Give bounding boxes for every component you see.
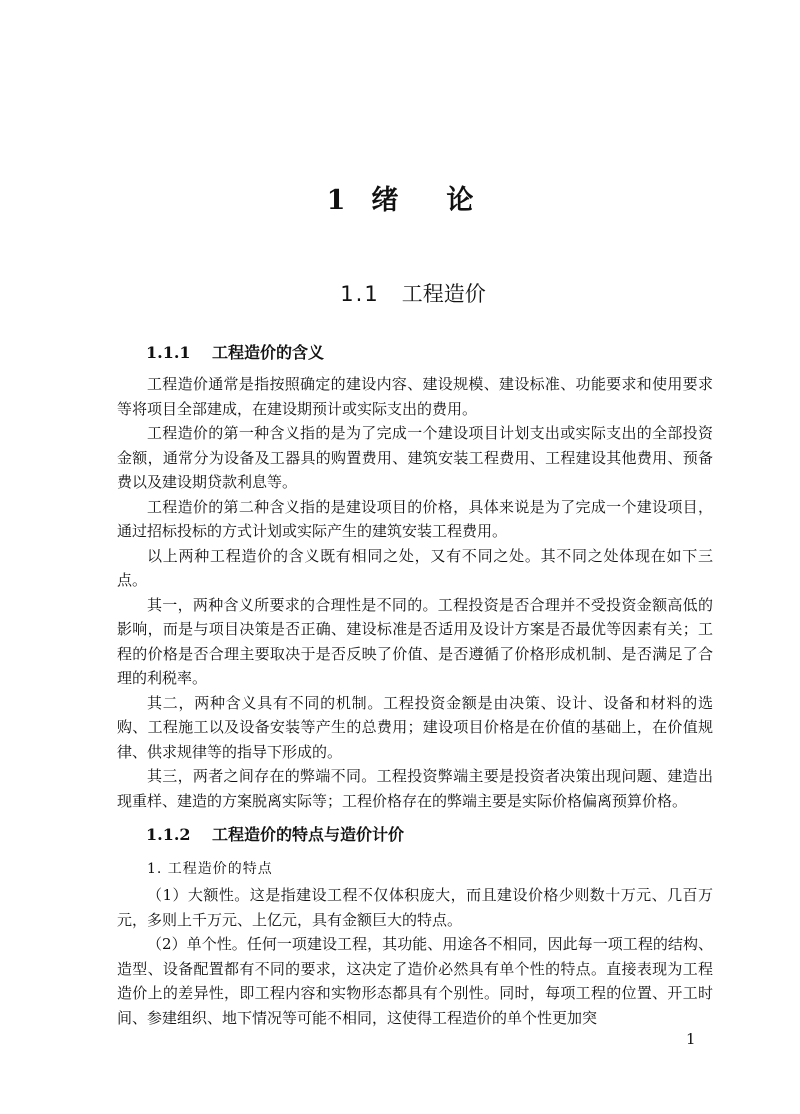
paragraph: 工程造价通常是指按照确定的建设内容、建设规模、建设标准、功能要求和使用要求等将项目全部建成，在建设期预计或实际支出的费用。 [117, 375, 713, 418]
paragraph: 其一，两种含义所要求的合理性是不同的。工程投资是否合理并不受投资金额高低的影响，而是与项目决策是否正确、建设标准是否适用及设计方案是否最优等因素有关；工程的价格是否合理主要取决于是否反映了价值、是否遵循了价格形成机制、是否满足了合理的利税率。 [117, 595, 713, 687]
chapter-title [0, 178, 800, 217]
chapter-title-part2: 论 [446, 185, 474, 216]
chapter-number: 1 [326, 185, 346, 216]
paragraph: 工程造价的第二种含义指的是建设项目的价格，具体来说是为了完成一个建设项目，通过招标投标的方式计划或实际产生的建筑安装工程费用。 [117, 497, 713, 540]
subsection-heading-1 [146, 340, 324, 363]
paragraph: （1）大额性。这是指建设工程不仅体积庞大，而且建设价格少则数十万元、几百万元，多则上千万元、上亿元，具有金额巨大的特点。 [117, 886, 713, 929]
subsection-number-1: 1.1.1 [146, 343, 191, 362]
paragraph: （2）单个性。任何一项建设工程，其功能、用途各不相同，因此每一项工程的结构、造型、设备配置都有不同的要求，这决定了造价必然具有单个性的特点。直接表现为工程造价上的差异性，即工程内容和实物形态都具有个别性。同时，每项工程的位置、开工时间、参建组织、地下情况等可能不相同，这使得工程造价的单个性更加突 [117, 935, 713, 1027]
body-text-block-1 [117, 372, 713, 813]
paragraph: 以上两种工程造价的含义既有相同之处，又有不同之处。其不同之处体现在如下三点。 [117, 546, 713, 589]
subsection-title-1: 工程造价的含义 [212, 343, 325, 362]
subsection-number-2: 1.1.2 [146, 825, 191, 844]
page-number: 1 [686, 1030, 696, 1048]
chapter-title-part1: 绪 [371, 185, 399, 216]
section-title [0, 278, 800, 308]
paragraph: 其三，两者之间存在的弊端不同。工程投资弊端主要是投资者决策出现问题、建造出现重样、建造的方案脱离实际等；工程价格存在的弊端主要是实际价格偏离预算价格。 [117, 767, 713, 810]
body-text-block-2 [117, 883, 713, 1030]
section-title-text: 工程造价 [401, 282, 486, 306]
subsection-title-2: 工程造价的特点与造价计价 [212, 825, 405, 844]
paragraph: 工程造价的第一种含义指的是为了完成一个建设项目计划支出或实际支出的全部投资金额，通常分为设备及工器具的购置费用、建筑安装工程费用、工程建设其他费用、预备费以及建设期贷款利息等。 [117, 424, 713, 491]
section-number: 1.1 [340, 282, 380, 306]
paragraph: 其二，两种含义具有不同的机制。工程投资金额是由决策、设计、设备和材料的选购、工程施工以及设备安装等产生的总费用；建设项目价格是在价值的基础上，在价值规律、供求规律等的指导下形成的。 [117, 693, 713, 761]
minor-heading: 1. 工程造价的特点 [147, 861, 273, 877]
subsection-heading-2 [146, 822, 404, 845]
